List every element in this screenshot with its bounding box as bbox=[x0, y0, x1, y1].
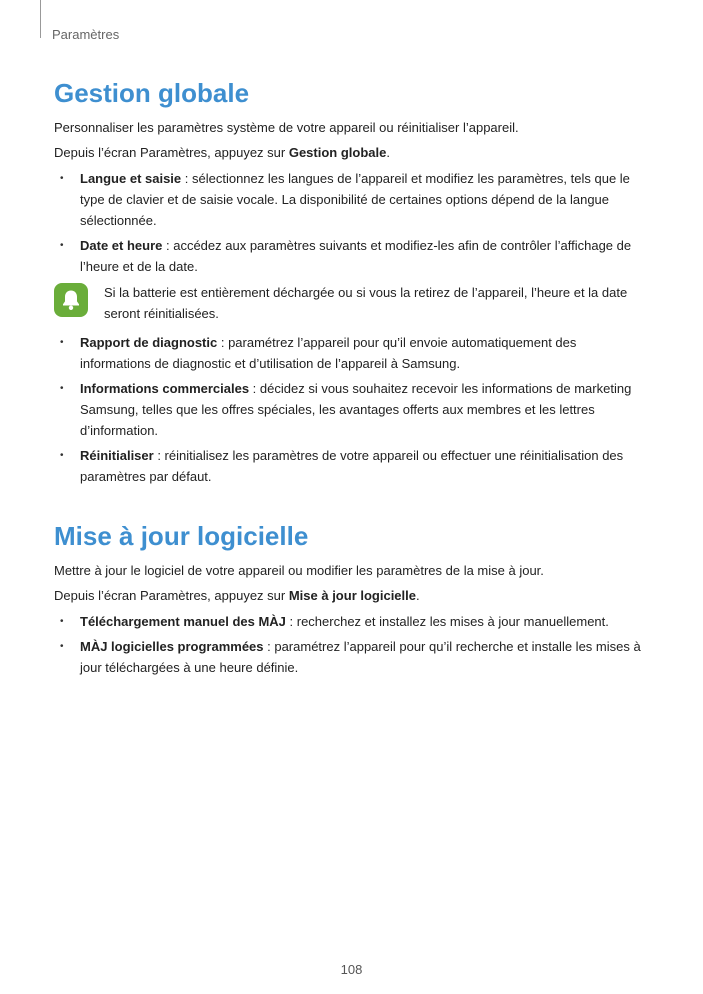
item-term: MÀJ logicielles programmées bbox=[80, 639, 264, 655]
list-item bbox=[54, 168, 650, 231]
list-item bbox=[54, 378, 650, 441]
path-suffix: . bbox=[416, 588, 420, 604]
item-term: Langue et saisie bbox=[80, 171, 182, 187]
bullet: • bbox=[60, 240, 64, 252]
header-rule bbox=[40, 0, 41, 38]
list-item bbox=[54, 445, 650, 487]
bullet: • bbox=[60, 450, 64, 462]
item-text: : accédez aux paramètres suivants et modifiez-les afin de contrôler l’affichage de l’heure et de la date. bbox=[80, 238, 632, 275]
item-term: Informations commerciales bbox=[80, 381, 250, 397]
section-intro: Personnaliser les paramètres système de votre appareil ou réinitialiser l’appareil. bbox=[54, 120, 519, 136]
item-text: : recherchez et installez les mises à jour manuellement. bbox=[285, 614, 609, 630]
item-text: : réinitialisez les paramètres de votre appareil ou effectuer une réinitialisation des paramètres par défaut. bbox=[80, 448, 624, 485]
item-text: : décidez si vous souhaitez recevoir les informations de marketing Samsung, telles que les offres spéciales, les avantages offerts aux membres et les lettres d’information. bbox=[80, 381, 632, 439]
bullet: • bbox=[60, 616, 64, 628]
bell-icon bbox=[54, 283, 88, 317]
section-path bbox=[54, 143, 650, 163]
note-box bbox=[54, 282, 650, 324]
section-mise-a-jour bbox=[54, 521, 650, 678]
item-term: Réinitialiser bbox=[80, 448, 154, 464]
path-suffix: . bbox=[386, 145, 390, 161]
bullet: • bbox=[60, 383, 64, 395]
settings-list bbox=[54, 611, 650, 678]
section-title: Gestion globale bbox=[54, 78, 250, 108]
settings-list bbox=[54, 168, 650, 277]
settings-list bbox=[54, 332, 650, 487]
section-title: Mise à jour logicielle bbox=[54, 521, 309, 552]
page-number: 108 bbox=[340, 962, 363, 977]
item-term: Rapport de diagnostic bbox=[80, 335, 218, 351]
item-text: : paramétrez l’appareil pour qu’il recherche et installe les mises à jour téléchargées à une heure définie. bbox=[80, 639, 641, 676]
path-bold: Gestion globale bbox=[288, 145, 387, 161]
path-prefix: Depuis l’écran Paramètres, appuyez sur bbox=[54, 588, 289, 604]
list-item bbox=[54, 332, 650, 374]
page-content bbox=[54, 78, 650, 682]
list-item bbox=[54, 235, 650, 277]
item-term: Téléchargement manuel des MÀJ bbox=[80, 614, 286, 630]
section-intro: Mettre à jour le logiciel de votre appareil ou modifier les paramètres de la mise à jour. bbox=[54, 563, 544, 579]
section-path bbox=[54, 586, 650, 606]
path-prefix: Depuis l’écran Paramètres, appuyez sur bbox=[54, 145, 289, 161]
item-term: Date et heure bbox=[80, 238, 163, 254]
bullet: • bbox=[60, 337, 64, 349]
bullet: • bbox=[60, 641, 64, 653]
path-bold: Mise à jour logicielle bbox=[288, 588, 416, 604]
header-label: Paramètres bbox=[52, 27, 120, 42]
item-text: : sélectionnez les langues de l’appareil et modifiez les paramètres, tels que le type de clavier et de saisie vocale. La disponibilité de certaines options dépend de la langue sélectionnée. bbox=[80, 171, 630, 229]
bullet: • bbox=[60, 173, 64, 185]
section-gestion-globale bbox=[54, 78, 650, 487]
list-item bbox=[54, 636, 650, 678]
list-item bbox=[54, 611, 650, 632]
item-text: : paramétrez l’appareil pour qu’il envoie automatiquement des informations de diagnostic et d’utilisation de l’appareil à Samsung. bbox=[80, 335, 577, 372]
note-text: Si la batterie est entièrement déchargée ou si vous la retirez de l’appareil, l’heure et la date seront réinitialisées. bbox=[104, 285, 628, 322]
